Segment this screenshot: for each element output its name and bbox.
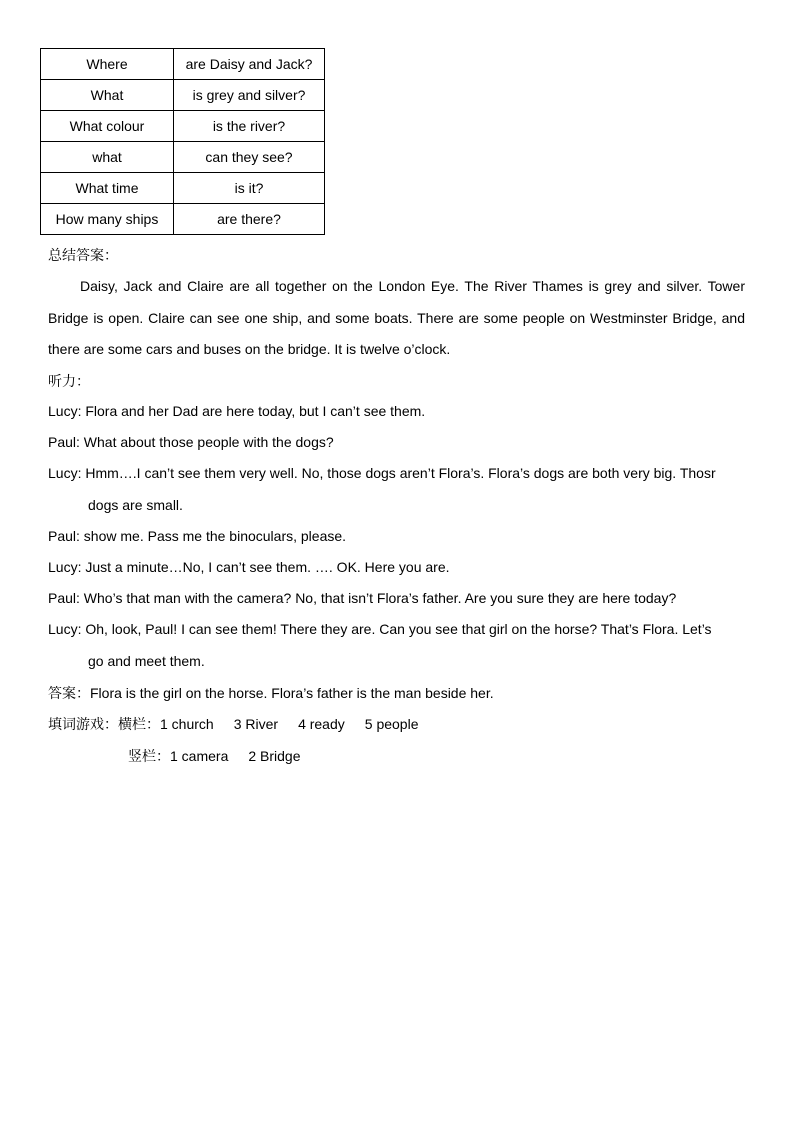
across-answer: 1 church <box>160 716 214 732</box>
summary-paragraph: Daisy, Jack and Claire are all together on the London Eye. The River Thames is grey and silver. Tower Bridge is open. Claire can see one ship, and some boats. There are some people on Westminster Bridge, and there are some cars and buses on the bridge. It is twelve o’clock. <box>48 278 745 357</box>
question-rest-cell: is the river? <box>174 111 325 142</box>
table-row <box>41 49 325 80</box>
question-word-cell: What time <box>41 173 174 204</box>
crossword-across-line <box>48 714 418 734</box>
table-row <box>41 173 325 204</box>
down-label: 竖栏： <box>128 748 170 764</box>
dialogue-line: Lucy: Flora and her Dad are here today, but I can’t see them. <box>48 403 426 419</box>
question-word-cell: Where <box>41 49 174 80</box>
down-answer: 2 Bridge <box>248 748 301 764</box>
across-answer: 3 River <box>233 716 279 732</box>
question-word-cell: How many ships <box>41 204 174 235</box>
answer-line <box>48 683 494 703</box>
crossword-down-line <box>128 746 301 766</box>
down-answer: 1 camera <box>170 748 229 764</box>
table-row <box>41 80 325 111</box>
question-rest-cell: is grey and silver? <box>174 80 325 111</box>
question-word-cell: What colour <box>41 111 174 142</box>
dialogue-line: Paul: Who’s that man with the camera? No, that isn’t Flora’s father. Are you sure they are here today? <box>48 590 677 606</box>
question-rest-cell: can they see? <box>174 142 325 173</box>
crossword-label: 填词游戏： <box>48 716 118 732</box>
question-rest-cell: are there? <box>174 204 325 235</box>
question-word-cell: what <box>41 142 174 173</box>
across-answer: 4 ready <box>298 716 345 732</box>
dialogue-line: Lucy: Oh, look, Paul! I can see them! There they are. Can you see that girl on the horse? That’s Flora. Let’s go and meet them. <box>48 621 712 669</box>
listening-heading: 听力： <box>48 373 90 389</box>
question-rest-cell: are Daisy and Jack? <box>174 49 325 80</box>
dialogue-line: Paul: show me. Pass me the binoculars, please. <box>48 528 347 544</box>
question-word-cell: What <box>41 80 174 111</box>
table-row <box>41 204 325 235</box>
across-label: 横栏： <box>118 716 160 732</box>
table-row <box>41 111 325 142</box>
dialogue-line: Lucy: Just a minute…No, I can’t see them. …. OK. Here you are. <box>48 559 450 575</box>
answer-text: Flora is the girl on the horse. Flora’s father is the man beside her. <box>90 685 494 701</box>
across-answer: 5 people <box>364 716 419 732</box>
summary-heading: 总结答案： <box>48 247 118 263</box>
question-rest-cell: is it? <box>174 173 325 204</box>
dialogue-line: Paul: What about those people with the dogs? <box>48 434 334 450</box>
dialogue-line: Lucy: Hmm….I can’t see them very well. No, those dogs aren’t Flora’s. Flora’s dogs are both very big. Thosr dogs are small. <box>48 465 716 513</box>
question-table <box>40 48 325 235</box>
table-row <box>41 142 325 173</box>
answer-label: 答案： <box>48 685 90 701</box>
